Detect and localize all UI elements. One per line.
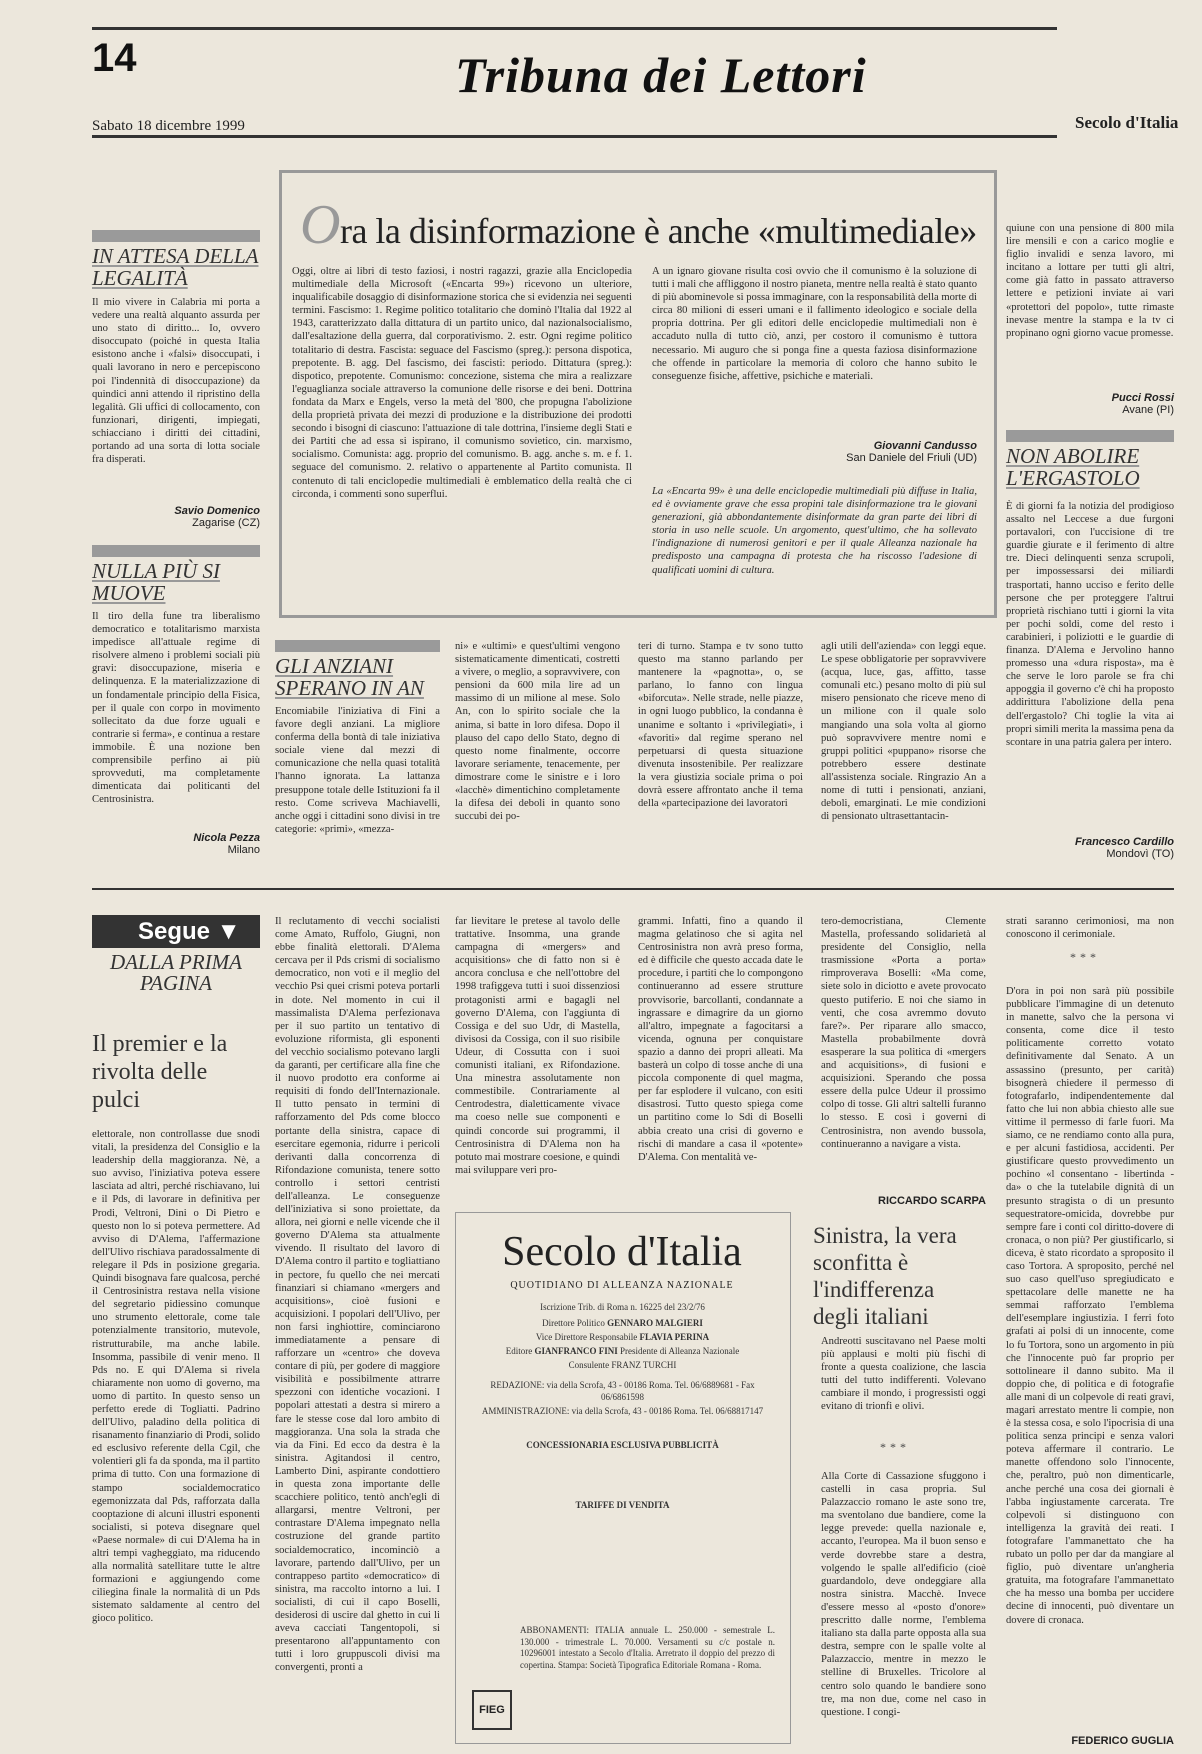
feature-title: Ora la disinformazione è anche «multimediale» [300, 194, 977, 256]
letter1-body: Il mio vivere in Calabria mi porta a vedere una realtà alquanto assurda per uno stato di diritto... Io, ovvero disoccupato (poiché in questa Italia esistono anche i «falsi» disoccupati, i quali lavorano in nero e percepiscono poi l'indennità di disoccupazione) da quindici anni attendo il ripristino della legalità. Gli uffici di collocamento, con funzionari, dirigenti, impiegati, schiacciano i diritti dei cittadini, portando ad una sorta di lotta sociale fra disperati. [92, 297, 260, 466]
header-rule [92, 135, 1057, 138]
top-rule [92, 27, 1057, 30]
fieg-logo: FIEG [472, 1690, 512, 1730]
letter2-heading: NULLA PIÙ SI MUOVE [92, 545, 260, 604]
anziani-col2: ni» e «ultimi» e quest'ultimi vengono sistematicamente dimenticati, costretti a vivere, o meglio, a sopravvivere, con pensioni da 600 mila lire ad un massimo di un milione al mese. Solo An, con lo spirito sociale che la anima, si batte in loro difesa. Dopo il plauso del capo dello Stato, degno di questo nome finalmente, occorre lavorare seriamente, tenacemente, per dimostrare come le sinistre e i loro «lacchè» dimentichino completamente la difesa dei deboli in quanto sono succubi dei po- [455, 641, 620, 823]
segue-subtitle: DALLA PRIMA PAGINA [109, 950, 243, 995]
issue-date: Sabato 18 dicembre 1999 [92, 118, 245, 134]
lead-article-title: Il premier e la rivolta delle pulci [92, 1031, 228, 1113]
guglia-signature: FEDERICO GUGLIA [1071, 1735, 1174, 1747]
lead-col3: far lievitare le pretese al tavolo delle trattative. Insomma, una grande campagna di «mergers» and acquisitions» che di fatto non si è ancora conclusa e che nell'ottobre del 1998 trafiggeva tutti i suoi dissenziosi protagonisti armi e bagagli nel governo D'Alema, con l'aggiunta di Cossiga e del suo Udr, di Mastella, divisosi da Cossiga, con il suo risibile Udeur, di Cossutta con i suoi comunisti italiani, ex Rifondazione. Una minestra assolutamente non commestibile. Contrariamente al Centrodestra, dialetticamente vivace ma coeso nelle sue componenti e quindi concorde sui programmi, il Centrosinistra di D'Alema non ha potuto mai mostrare coesione, e quindi mai sviluppare veri pro- [455, 916, 620, 1176]
letter1-signature: Savio Domenico Zagarise (CZ) [174, 505, 260, 529]
anziani-col3: teri di turno. Stampa e tv sono tutto questo ma stanno parlando per mantenere la «pagnotta», o, se parlano, lo fanno con lingua «biforcuta». Nelle strade, nelle piazze, in ogni luogo pubblico, la condanna è unanime e soltanto i «privilegiati», i «favoriti» dal regime sperano nel perpetuarsi di questa situazione divenuta insostenibile. Per realizzare la vera giustizia sociale prima o poi dovrà essere affrontato anche il tema della «partecipazione dei lavoratori [638, 641, 803, 810]
lead-col1: elettorale, non controllasse due snodi vitali, la presidenza del Consiglio e la leadership della maggioranza. Nè, a suo avviso, l'iniziativa poteva essere lasciata ad altri, perché rischiavano, lui e il Pds, di lavorare in definitiva per Prodi, Veltroni, Dini o Di Pietro e questo non lo si poteva permettere. Ad avviso di D'Alema, l'affermazione dell'Ulivo rischiava paradossalmente di relegare il Pds in posizione gregaria. Quindi bisognava fare qualcosa, perché il Centrosinistra restava nella visione del segretario pidiessino comunque uno strumento elettorale, come tale potenzialmente transitorio, mutevole, ristrutturabile, ma anche labile. Insomma, passibile di venir meno. Il Pds no. E qui D'Alema si rivela chiaramente non uomo di governo, ma uomo di partito. In questo senso un perfetto erede di Togliatti. Padrino dell'Ulivo, paladino della politica di risanamento finanziario di Prodi, solido ed esclusivo referente della Cgil, che volentieri gli fa da sponda, ma il partito prima di tutto. Con una formazione di stampo socialdemocratico egemonizzata dal Pds, rafforzata dalla cooptazione di alcuni illustri esponenti socialisti, si poteva disegnare quel «Paese normale» di cui D'Alema ha in altri tempi vagheggiato, ma riducendo alla normalità satellitare tutte le altre formazioni e aggiungendo come ciliegina finale la normalità di un Pds sistemato saldamente al centro del gioco politico. [92, 1129, 260, 1625]
letter2-signature: Nicola Pezza Milano [193, 832, 260, 856]
separator-stars-2: *** [880, 1440, 910, 1454]
anziani-col4: agli utili dell'azienda» con leggi eque. Le spese obbligatorie per sopravvivere (acqua, luce, gas, affitto, tasse comunali etc.) pesano molto di più sul misero pensionato che riceve meno di un milione con il quale solo mangiando una sola volta al giorno può sopravvivere mentre nomi e gruppi politici «puppano» risorse che potrebbero essere destinate all'assistenza sociale. Ringrazio An a nome di tutti i pensionati, anziani, deboli, emarginati. Le mie condizioni di pensionato ultrasettantacin- [821, 641, 986, 823]
colophon-title: Secolo d'Italia [502, 1229, 742, 1275]
lead-col2: Il reclutamento di vecchi socialisti come Amato, Ruffolo, Giugni, non ebbe finalità elettorali. D'Alema cercava per il Pds crismi di socialismo democratico, non voti e il meglio del vecchio Psi quei crismi poteva portarli in dote. Nel momento in cui il massimalista D'Alema perfezionava per il suo partito un tentativo di evoluzione riformista, gli esponenti del vecchio socialismo potevano largli da garanti, per certificare alla fine che il nuovo prodotto era conforme ai requisiti di fondo dell'Internazionale. Il tutto pensato in termini di rafforzamento del Pds come blocco portante della sinistra, capace di esercitare egemonia, ridurre i pericoli derivanti dalla concorrenza di Rifondazione comunista, tenere sotto controllo i settori centristi dell'alleanza. Le conseguenze dell'iniziativa si sono proiettate, da allora, nei giorni e nelle vicende che il governo D'Alema sta attualmente vivendo. Il risultato del lavoro di D'Alema contro il partito e togliattiano in pectore, fu quello che nei mercati finanziari si chiamano «mergers and acquisitions», cioè fusioni e acquisizioni. I popolari dell'Ulivo, per non farsi inghiottire, cominciarono immediatamente a pensare di rafforzare un «centro» che doveva contare di più, per godere di maggiore visibilità e possibilmente attrarre spezzoni con identiche vocazioni. I popolari attestati a destra si mirero a fare le stesse cose dal loro ambito di maggioranza. Una sola la strada che via da Fini. Ed ecco da destra è la sinistra. Agitandosi il centro, Lamberto Dini, aspirante condottiero in questa zona importante delle scacchiere politico, tentò anch'egli di allargarsi, mentre Veltroni, per contrastare D'Alema impegnato nella costruzione del grande partito socialdemocratico, incominciò a lavorare, partendo dall'Ulivo, per un contrappeso partito «democratico» di sinistra, ma raccolto intorno a lui. I socialisti, di cui il capo Boselli, desiderosi di uscire dal ghetto in cui li aveva cacciati Tangentopoli, si presentarono all'appuntamento con tutti i loro gruppuscoli divisi ma convergenti, pronti a [275, 916, 440, 1674]
segue-label: Segue ▼ [92, 915, 260, 948]
colophon-pubblicita: CONCESSIONARIA ESCLUSIVA PUBBLICITÀ [526, 1440, 719, 1450]
anziani-col1: Encomiabile l'iniziativa di Fini a favore degli anziani. La migliore conferma della bontà di tale iniziativa sociale viene dal mezzi di comunicazione che nella quasi totalità l'hanno ignorata. La lattanza presuppone totale delle Istituzioni fa il resto. Come scriveva Machiavelli, anche oggi i cittadini sono divisi in tre categorie: «primi», «mezza- [275, 706, 440, 835]
colophon-amministrazione: AMMINISTRAZIONE: via della Scrofa, 43 - 00186 Roma. Tel. 06/68817147 [481, 1406, 764, 1416]
lead-col4: grammi. Infatti, fino a quando il magma gelatinoso che si agita nel Centrosinistra non avrà preso forma, ed è difficile che questo accada date le procedure, i partiti che lo compongono continueranno ad essere strutture provvisorie, barcollanti, condannate a ingrassare e dimagrire da un giorno all'altro, impegnate a fagocitarsi a vicenda, ognuna per conquistare spazio a danno dei propri alleati. Ma basterà un colpo di tosse anche di una piccola componente di quel magma, per far esplodere il vulcano, con esiti disastrosi. Tutto questo spiega come un partitino come lo Sdi di Boselli abbia creato una crisi di governo e rischi di mandare a casa il «potente» D'Alema. Con mentalità ve- [638, 916, 803, 1163]
anziani-heading: GLI ANZIANI SPERANO IN AN [275, 640, 440, 699]
feature-col2: A un ignaro giovane risulta così ovvio che il comunismo è la soluzione di tutti i mali che affliggono il nostro pianeta, mentre nella realtà è stato quanto di più abominevole si possa immaginare, con la responsabilità della morte di circa 80 milioni di esseri umani e il fallimento ideologico e sociale della propria dottrina. Per gli editori delle enciclopedie multimediali non è accaduto nulla di tutto ciò, anzi, per costoro il comunismo è tuttora necessario. Mi auguro che si ponga fine a questa faziosa disinformazione che offende in particolare la memoria di coloro che hanno subito le conseguenze fisiche, affettive, psichiche e materiali. [652, 266, 977, 382]
sinistra-p1: Andreotti suscitavano nel Paese molti più applausi e molti più fischi di fronte a questa coalizione, che lascia tutti del tutto indifferenti. Volevano cambiare il mondo, i progressisti oggi evitano di trionfi e olivi. [821, 1336, 986, 1413]
right-bottom-top: strati saranno cerimoniosi, ma non conoscono il cerimoniale. [1006, 916, 1174, 941]
separator-stars: *** [1070, 950, 1100, 964]
guglia-col: D'ora in poi non sarà più possibile pubblicare l'immagine di un detenuto in manette, salvo che la persona vi consenta, come dice il testo politicamente corretto votato definitivamente dal Senato. A un assassino (presunto, per carità) bisognerà chiedere il permesso di fotografarlo, indipendentemente dal fatto che lui non abbia chiesto alle sue vittime il permesso di farle fuori. Ma siamo, ce ne rendiamo conto alla pura, e per alcuni fastidiosa, accidenti. Per giustificare questo provvedimento un pochino «l consentano - libertinda - da» o che la tutelabile dignità di un presunto stragista o di un presunto sequestratore-omicida, dovrebbe pur sempre fare i conti col diritto-dovere di cronaca, o non più? Per giustificarlo, si diceva, è stato ricordato a sproposito il caso Tortora. A sproposito, perché nel suo caso quell'uso spregiudicato e spettacolare delle manette ne ha semmai rafforzato l'emblema dell'esemplare ingiustizia. I ferri foto grafati ai polsi di un innocente, come lo fu Tortora, sono un argomento in più che l'innocente può far proprio per sottolineare il danno subito. Ma il doppio che, di politica e di fotografie alle mani di un colpevole di reati gravi, magari arrestato mentre li compie, non è la stessa cosa, e solo l'ipocrisia di una politica senza principi e senza valori poteva affermare il contrario. Le manette offendono solo l'innocente, che, peraltro, può non dimenticarle, anche perché una cosa dei giornali è l'abba ingiustamente carcerata. Tre colpevoli si distinguono con intelligenza la gravità dei reati. I fotografare l'ammanettato che ha rubato un pollo per dar da mangiare al figlio, può diventare un'angheria gratuita, ma fotografare l'ammanettato che ha messo una bomba per uccidere decine di innocenti, può diventare un dovere di cronaca. [1006, 986, 1174, 1626]
colophon-editor: Editore GIANFRANCO FINI Presidente di Alleanza Nazionale [505, 1346, 740, 1356]
masthead-title: Tribuna dei Lettori [455, 47, 867, 103]
feature-col1: Oggi, oltre ai libri di testo faziosi, i nostri ragazzi, grazie alla Enciclopedia multimediale della Microsoft («Encarta 99») ricevono un ulteriore, inqualificabile dosaggio di disinformazione storica che si evidenzia nei seguenti termini. Fascismo: 1. Regime politico totalitario che dominò l'Italia dal 1922 al 1943, caratterizzato dalla dittatura di un partito unico, dal nazionalsocialismo, dall'esaltazione della guerra, dal corporativismo. 2. estr. Ogni regime politico totalitario di destra. Fascista: seguace del Fascismo (spreg.): persona dispotica, prepotente. B. agg. Del fascismo, dei fascisti: periodo. Dittatura (spreg.): dispotico, prepotente. Comunismo: concezione, sistema che mira a realizzare l'eguaglianza sociale attraverso la comunione delle risorse e dei beni. Dottrina fondata da Marx e Engels, verso la metà del '800, che propugna l'abolizione della proprietà privata dei mezzi di produzione e la distribuzione dei prodotti secondo i bisogni di ciascuno: l'attuazione di tale dottrina, l'insieme degli Stati e dei Partiti che ad essa si ispirano, il comunismo sovietico, cin. marxismo, socialismo. Comunista: agg. proprio del comunismo. B. agg. anche s. m. e f. 1. seguace del comunismo. 2. relativo o appartenente al Partito comunista. Il contenuto di tali enciclopedie multimediali è emblematico della realtà che ci circonda, i commenti sono superflui. [292, 266, 632, 500]
ergastolo-signature: Francesco Cardillo Mondovì (TO) [1074, 836, 1174, 860]
colophon-tariffe: TARIFFE DI VENDITA [575, 1500, 670, 1510]
page-number: 14 [92, 36, 137, 80]
section-rule [92, 888, 1174, 890]
triangle-down-icon: ▼ [216, 918, 241, 945]
colophon-consultant: Consulente FRANZ TURCHI [568, 1360, 677, 1370]
letter2-body: Il tiro della fune tra liberalismo democratico e totalitarismo marxista impedisce all'attuale regime di risolvere almeno i problemi sociali più gravi: disoccupazione, miseria e delinquenza. E la materializzazione di un fondamentale principio della Fisica, per il quale con corpo in movimento sollecitato da due forze uguali e contrarie si ferma», e continua a restare immobile. È una nozione ben comprensibile perfino ai più sprovveduti, ma completamente dimenticata dai politicanti del Centrosinistra. [92, 611, 260, 806]
lead-signature: RICCARDO SCARPA [878, 1195, 986, 1207]
sinistra-title: Sinistra, la vera sconfitta è l'indifferenza degli italiani [813, 1223, 957, 1329]
right-top-body: quiune con una pensione di 800 mila lire mensili e con a carico moglie e figlio invalidi e senza lavoro, mi incitano a lottare per tutti gli altri, come già fatto in passato attraverso lettere e petizioni inviate ai vari «protettori del popolo», tutte rimaste inevase mentre la stampa e la tv ci propinano ogni giorno vacue promesse. [1006, 223, 1174, 339]
colophon-subtitle: QUOTIDIANO DI ALLEANZA NAZIONALE [510, 1280, 734, 1291]
ergastolo-heading: NON ABOLIRE L'ERGASTOLO [1006, 430, 1174, 489]
colophon-fine-print: ABBONAMENTI: ITALIA annuale L. 250.000 - semestrale L. 130.000 - trimestrale L. 70.000. Versamenti su c/c postale n. 10296001 intestato a Secolo d'Italia. Arretrato il doppio del prezzo di copertina. Stampa: Società Tipografica Editoriale Romana - Roma. [520, 1625, 775, 1670]
letter1-heading: IN ATTESA DELLA LEGALITÀ [92, 230, 260, 289]
colophon-director: Direttore Politico GENNARO MALGIERI [542, 1318, 703, 1328]
colophon-vicedirector: Vice Direttore Responsabile FLAVIA PERINA [535, 1332, 710, 1342]
sinistra-p2: Alla Corte di Cassazione sfuggono i castelli in casa propria. Sul Palazzaccio romano le aste sono tre, ma sventolano due bandiere, come la legge prevede: quella nazionale e, accanto, l'europea. Ma il buon senso e verde dovrebbe stare a destra, volgendo le spalle all'edificio (cioè guardandolo, deve ondeggiare alla nostra sinistra. Macchè. Invece d'essere messo al «posto d'onore» prescritto dalle norme, l'emblema italiano sta dalla parte opposta alla sua destra, sempre con le spalle volte al Palazzaccio, mentre in mezzo le stelline di Bruxelles. Tricolore al centro solo quando le bandiere sono tre, ma non due, come nel caso in questione. I congi- [821, 1471, 986, 1718]
paper-name: Secolo d'Italia [1075, 113, 1179, 132]
colophon-redazione: REDAZIONE: via della Scrofa, 43 - 00186 Roma. Tel. 06/6889681 - Fax 06/6861598 [490, 1380, 755, 1402]
lead-col5: tero-democristiana, Clemente Mastella, professando solidarietà al presidente del Consiglio, nella trasmissione «Porta a porta» rimproverava Boselli: «Ma come, siete solo in diciotto e avete provocato questo putiferio. E noi che siamo in venti, che cosa avremmo dovuto fare?». Per riparare allo smacco, Mastella probabilmente dovrà esasperare la sua politica di «mergers and acquisitions», di fusioni e acquisizioni. Sperando che possa essere della pulce Udeur il prossimo colpo di tosse. Gli altri saltelli furanno lo stesso. E così i governi di Centrosinistra, non avendo bussola, continueranno a navigare a vista. [821, 916, 986, 1150]
colophon-registration: Iscrizione Trib. di Roma n. 16225 del 23/2/76 [540, 1302, 705, 1312]
right-top-signature: Pucci Rossi Avane (PI) [1111, 392, 1174, 416]
feature-editor-note: La «Encarta 99» è una delle enciclopedie multimediali più diffuse in Italia, ed è ovviamente grave che essa propini tale disinformazione tra le giovani generazioni, già abbondantemente disinformate da gran parte dei libri di storia in uso nelle scuole. Un argomento, quest'ultimo, che ha sollevato l'indignazione di numerosi genitori e per il quale Alleanza nazionale ha predisposto una campagna di protesta che ha riscosso l'adesione di qualificati uomini di cultura. [652, 486, 977, 576]
ergastolo-body: È di giorni fa la notizia del prodigioso assalto nel Leccese a due furgoni portavalori, con l'uccisione di tre guardie giurate e il ferimento di altre tre. Dieci delinquenti senza scrupoli, per impossessarsi dei miliardi trasportati, hanno ucciso e ferito delle persone che per proteggere l'altrui proprietà rischiano tutti i giorni la vita per pochi soldi, come del resto i carabinieri, i poliziotti e le guardie di finanza. D'Alema e Jervolino hanno promesso una «dura risposta», ma è che serve le loro parole se fra chi appoggia il governo c'è chi ha proposto addirittura l'abolizione della pena dell'ergastolo? Chi toglie la vita ai propri simili merita la massima pena da scontare in una patria galera per intero. [1006, 501, 1174, 748]
feature-signature: Giovanni Candusso San Daniele del Friuli (UD) [846, 440, 977, 464]
